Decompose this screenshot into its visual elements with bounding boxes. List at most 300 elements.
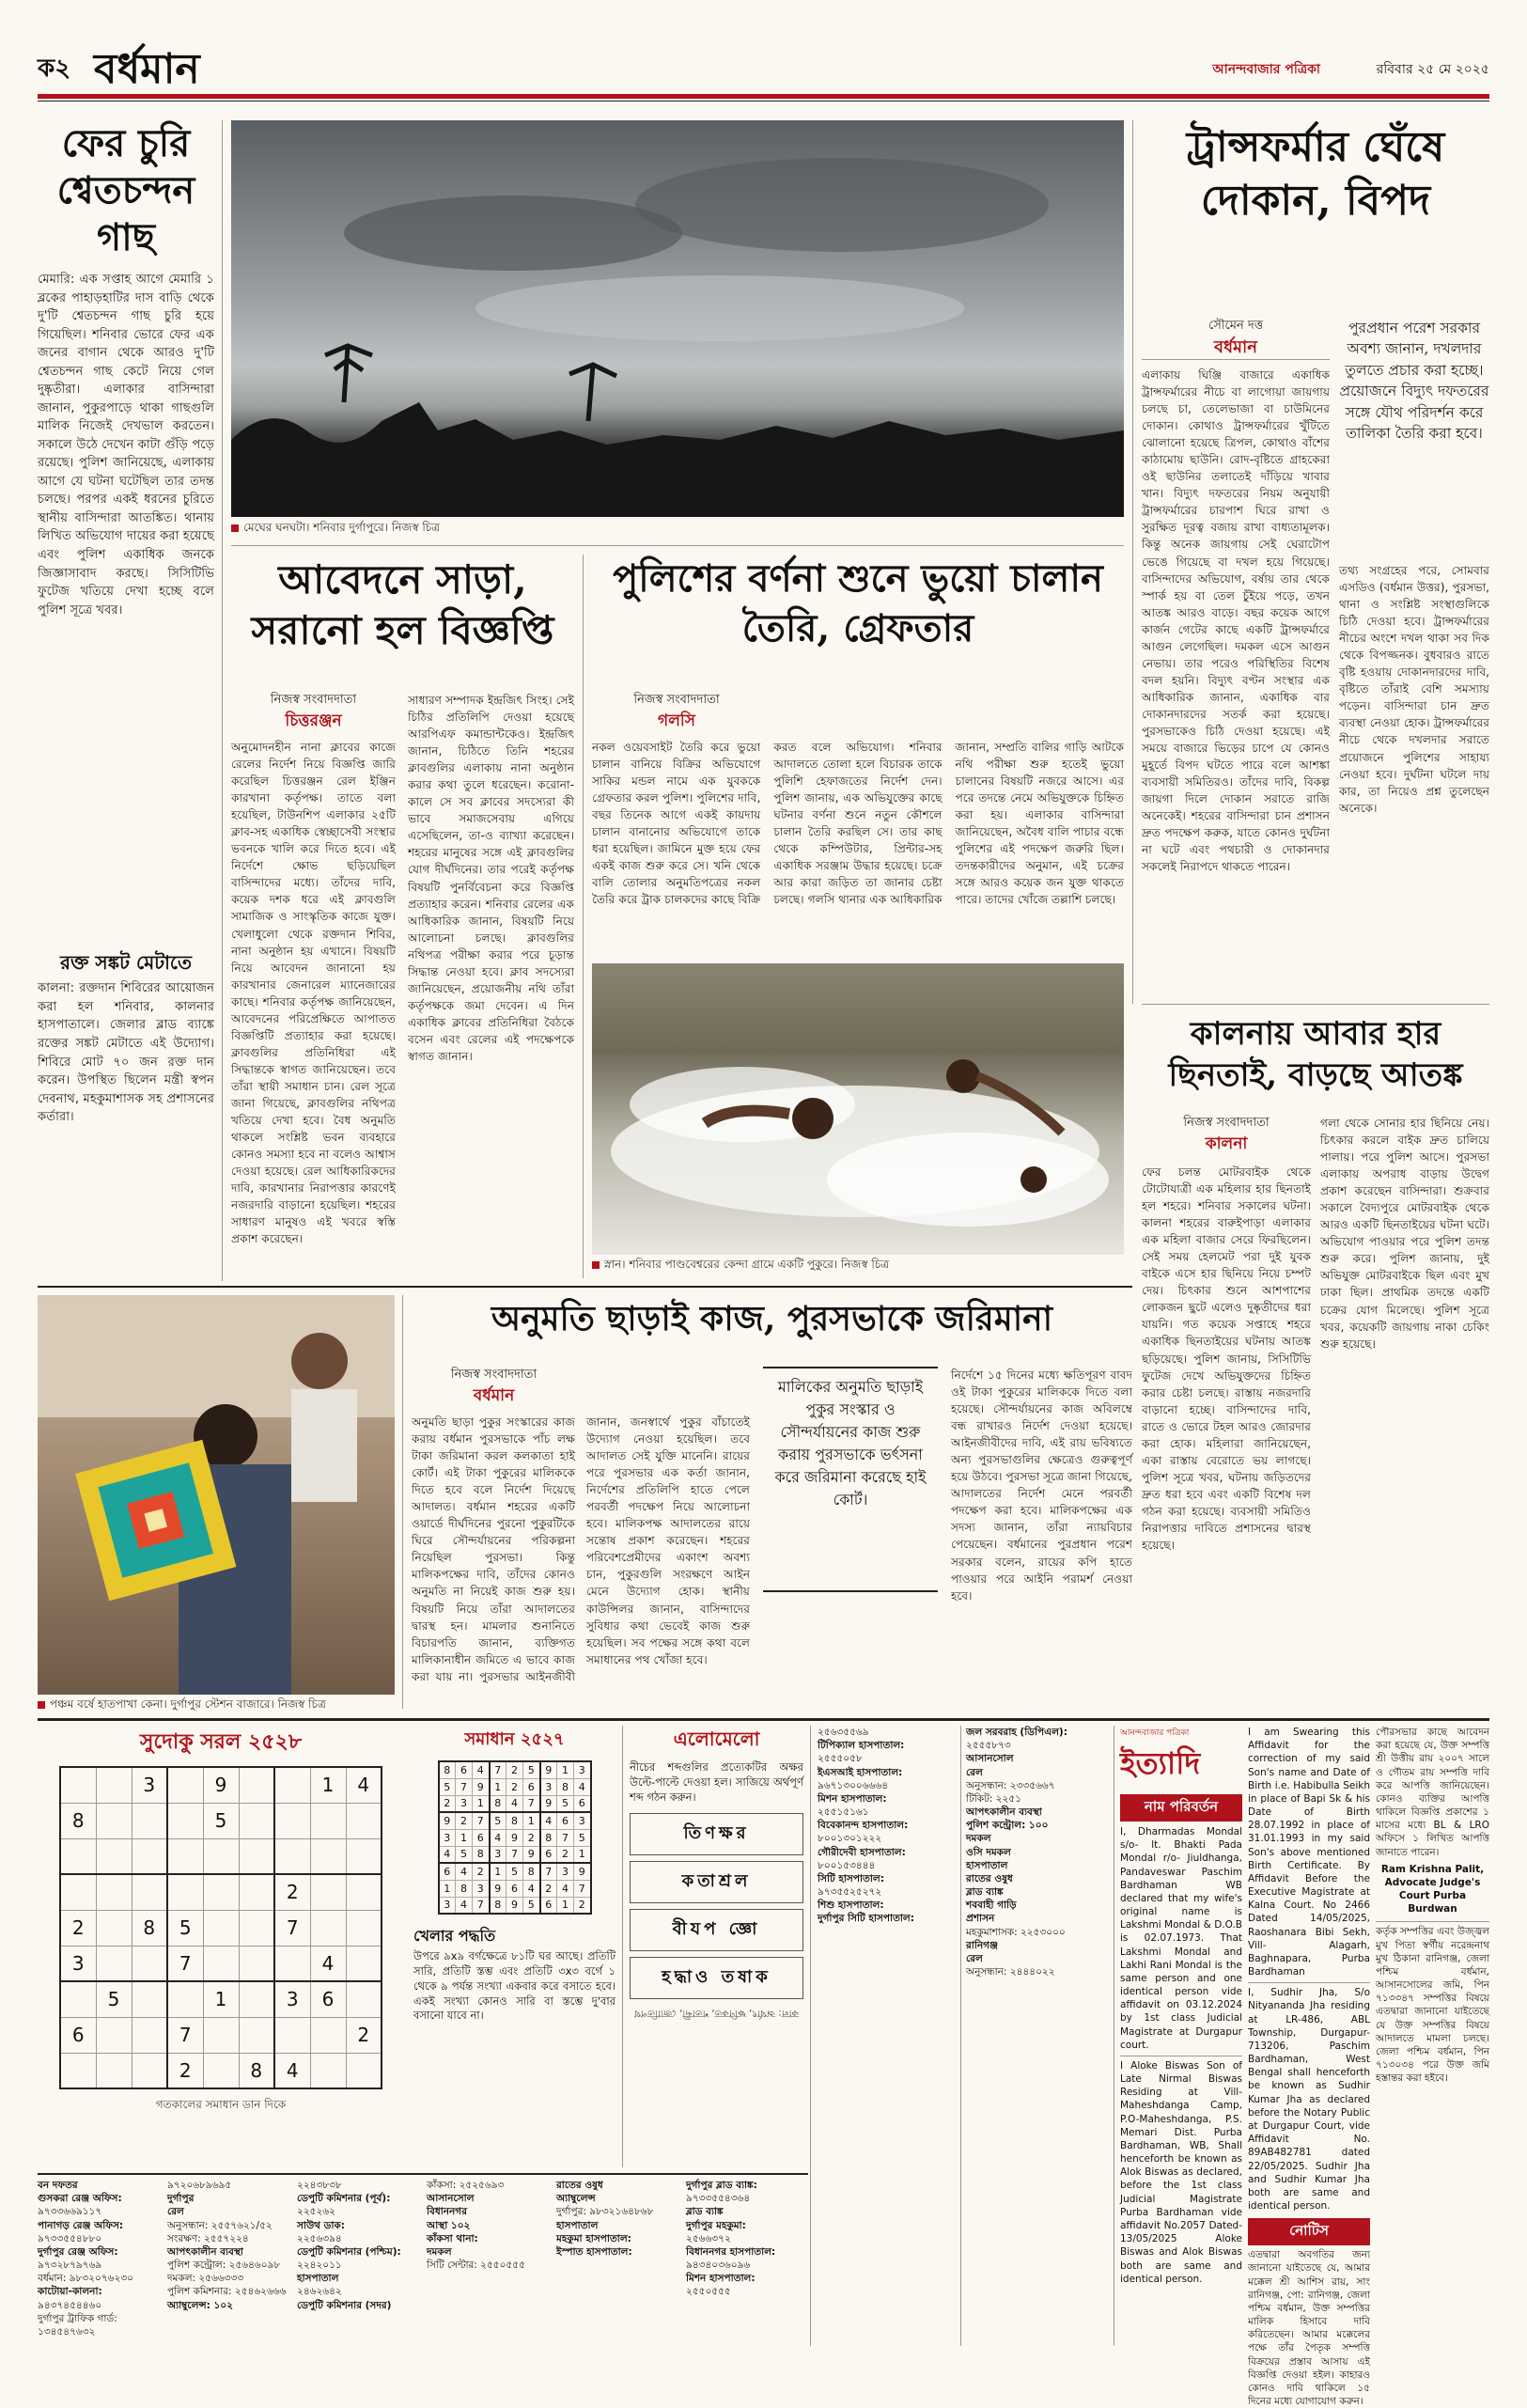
body-police: নকল ওয়েবসাইট তৈরি করে ভুয়ো চালান বানিয়ে বিক্রির অভিযোগে সাকির মন্ডল নামে এক যুবককে গ্রেফতার করল পুলিশ। পুলিশের দাবি, বছর তিনেক আগে একই কায়দায় চালান বানানোর অভিযোগে তাকে ধরা হয়েছিল। জামিনে মুক্ত হয়ে ফের একই কাজ শুরু করে সে। খনি থেকে বালি তোলার অনুমতিপত্রের নকল তৈরি করে ট্রাক চালকদের কাছে বিক্রি করত বলে অভিযোগ। শনিবার আদালতে তোলা হলে বিচারক তাকে পুলিশি হেফাজতের নির্দেশ দেন। পুলিশ জানায়, এক অভিযুক্তের কাছে ঘটনার বর্ণনা শুনে নতুন কৌশলে চালান তৈরি করছিল সে। তার কাছ থেকে কম্পিউটার, প্রিন্টার-সহ একাধিক সরঞ্জাম উদ্ধার হয়েছে। চক্রে আর কারা জড়িত তা জানার চেষ্টা চলছে। গলসি থানার এক আধিকারিক জানান, সম্প্রতি বালির গাড়ি আটকে নথি পরীক্ষা শুরু হতেই ভুয়ো চালানের বিষয়টি নজরে আসে। এর পরে তদন্তে নেমে অভিযুক্তকে চিহ্নিত করা হয়। এলাকার বাসিন্দারা জানিয়েছেন, অবৈধ বালি পাচার বন্ধে পুলিশের এই পদক্ষেপ জরুরি ছিল। তদন্তকারীদের অনুমান, এই চক্রের সঙ্গে আরও কয়েক জন যুক্ত থাকতে পারে। তাদের খোঁজে তল্লাশি চলছে। [592, 741, 1124, 907]
sudoku-cell[interactable] [239, 1767, 274, 1803]
sudoku-cell[interactable] [60, 1767, 96, 1803]
column-divider [960, 1726, 961, 2346]
solution-cell: 6 [574, 1795, 591, 1812]
solution-grid [438, 1760, 592, 1915]
story-pond [412, 1297, 1132, 1711]
solution-cell: 6 [540, 1897, 557, 1914]
notice-bengali: এতদ্বারা অবগতির জন্য জানানো যাইতেছে যে, আমার মক্কেল শ্রী আশিস রায়, সাং রানিগঞ্জ, পো: রানিগঞ্জ, জেলা পশ্চিম বর্ধমান, উক্ত সম্পত্তির মালিক হিসাবে দাবি করিতেছেন। আমার মক্কেলের পক্ষে তাঁর পৈতৃক সম্পত্তি বিক্রয়ের প্রস্তাব আসায় এই বিজ্ঞপ্তি দেওয়া হইল। কাহারও কোনও দাবি থাকিলে ১৫ দিনের মধ্যে যোগাযোগ করুন। [1248, 2249, 1370, 2408]
directory-entry: রাতের ওষুধ [966, 1872, 1013, 1884]
column-divider [1132, 120, 1133, 1004]
section-divider [1142, 1004, 1489, 1005]
directory-entry: অনুসন্ধান: ২৩৩৫৬৬৭ [966, 1779, 1055, 1791]
sudoku-cell[interactable]: 6 [310, 1981, 346, 2017]
sudoku-cell[interactable] [239, 1874, 274, 1910]
rules-title: খেলার পদ্ধতি [413, 1927, 496, 1945]
notice-bengali-2: পৌরসভার কাছে আবেদন করা হয়েছে যে, উক্ত সম্পত্তি শ্রী উত্তীয় রায় ২০০৭ সালে ও গৌতম রায় সম্পত্তি দাবি করে আপত্তি জানিয়েছেন। কোনও ব্যক্তির আপত্তি থাকিলে বিজ্ঞপ্তি প্রকাশের ১ মাসের মধ্যে BL & LRO অফিসে ১ লিখিত আপত্তি জানাতে পারেন। [1376, 1727, 1489, 1858]
solution-cell: 1 [557, 1761, 574, 1778]
solution-cell: 5 [574, 1829, 591, 1846]
directory-entry: দুর্গাপুর মহকুমা: [686, 2219, 746, 2231]
story-application [231, 555, 574, 1278]
directory-entry: ওসি দমকল [966, 1846, 1011, 1858]
classified-paper: আনন্দবাজার পত্রিকা [1120, 1728, 1190, 1738]
photo-market [38, 1295, 395, 1695]
sudoku-cell[interactable]: 5 [167, 1910, 203, 1946]
caption-market-text: পঞ্চম বর্ষে হাতপাখা কেনা। দুর্গাপুর স্টেশন বাজারে। নিজস্ব চিত্র [50, 1697, 326, 1711]
anagram-intro: নীচের শব্দগুলির প্রত্যেকটির অক্ষর উল্টে-পাল্টে দেওয়া হল। সাজিয়ে অর্থপূর্ণ শব্দ গঠন করুন। [630, 1760, 803, 1804]
sudoku-cell[interactable] [167, 1838, 203, 1874]
sudoku-cell[interactable] [239, 1946, 274, 1981]
sudoku-cell[interactable] [274, 2017, 310, 2053]
body-transformer: এলাকায় ঘিঞ্জি বাজারে একাধিক ট্রান্সফর্মারের নীচে বা লাগোয়া জায়গায় চলছে চা, তেলেভাজা বা চাউমিনের দোকান। কোথাও ট্রান্সফর্মারের খুঁটিতে ঝোলানো হয়েছে ত্রিপল, কোথাও বাঁশের কাঠামোয় ছাউনি। রোদ-বৃষ্টিতে গ্রাহকেরা ওই ছাউনির তলাতেই দাঁড়িয়ে খাবার খান। বিদ্যুৎ দফতরের নিয়ম অনুযায়ী ট্রান্সফর্মারের চারপাশ ঘিরে রাখা ও সুরক্ষিত দূরত্ব বজায় রাখা বাধ্যতামূলক। কিন্তু অনেক জায়গায় সেই ঘেরাটোপ ভেঙে গিয়েছে বা দখল হয়ে গিয়েছে। বাসিন্দাদের অভিযোগ, বর্ষায় তার থেকে স্পার্ক হয় বা তেল চুঁইয়ে পড়ে, তখন আতঙ্ক আরও বাড়ে। বছর কয়েক আগে কার্জন গেটের কাছে একটি ট্রান্সফর্মারে আগুন লেগেছিল। দমকল এসে আগুন নেভায়। তার পরেও পরিস্থিতির বিশেষ বদল হয়নি। বিদ্যুৎ বণ্টন সংস্থার এক আধিকারিক জানান, একাধিক বার দোকানদারদের সতর্ক করা হয়েছে। পুরসভাকেও চিঠি দেওয়া হয়েছে। এই সময়ে বাজারে ভিড়ের চাপে যে কোনও মুহূর্তে বিপদ ঘটতে পারে বলে আশঙ্কা ব্যবসায়ী সমিতিরও। তাঁদের দাবি, বিকল্প জায়গা দিলে দোকান সরাতে রাজি অনেকেই। শহরের বাসিন্দারা চান প্রশাসন দ্রুত পদক্ষেপ করুক, যাতে কোনও দুর্ঘটনা না ঘটে এবং পথচারী ও দোকানদার সকলেই নিরাপদে থাকতে পারেন। [1142, 368, 1330, 874]
solution-cell: 7 [557, 1829, 574, 1846]
sudoku-cell[interactable] [132, 1803, 167, 1838]
sudoku-cell[interactable] [274, 1946, 310, 1981]
solution-cell: 2 [439, 1795, 456, 1812]
directory-entry: ব্লাড ব্যাঙ্ক [966, 1886, 1004, 1899]
headline-kalna: কালনায় আবার হার ছিনতাই, বাড়ছে আতঙ্ক [1168, 1015, 1463, 1095]
sudoku-cell[interactable]: 2 [346, 2017, 382, 2053]
sudoku-cell[interactable]: 4 [346, 1767, 382, 1803]
solution-cell: 7 [490, 1761, 506, 1778]
masthead-rule [38, 94, 1489, 99]
headline-transformer: ট্রান্সফর্মার ঘেঁষে দোকান, বিপদ [1186, 123, 1445, 226]
sudoku-cell[interactable]: 3 [132, 1767, 167, 1803]
market-scene [38, 1295, 395, 1695]
directory-entry: বিবেকানন্দ হাসপাতাল: [818, 1820, 909, 1832]
headline-police: পুলিশের বর্ণনা শুনে ভুয়ো চালান তৈরি, গ্রেফতার [613, 556, 1103, 650]
pullquote-pond: মালিকের অনুমতি ছাড়াই পুকুর সংস্কার ও সৌন্দর্যায়নের কাজ শুরু করায় পুরসভাকে ভর্ৎসনা করে জরিমানা করেছে হাই কোর্ট। [763, 1367, 938, 1592]
author-police: নিজস্ব সংবাদদাতা [633, 693, 720, 707]
sudoku-cell[interactable] [203, 1910, 239, 1946]
directory-entry: বিধাননগর [427, 2206, 467, 2218]
sudoku-title: সুদোকু সরল ২৫২৮ [139, 1730, 303, 1754]
directory-entry: রেল [167, 2206, 184, 2218]
sudoku-cell[interactable]: 3 [274, 1981, 310, 2017]
story-police [592, 555, 1124, 959]
column-divider [402, 1295, 403, 1709]
column-divider [222, 120, 223, 1281]
sudoku-cell[interactable] [60, 1838, 96, 1874]
sudoku-cell[interactable] [346, 1803, 382, 1838]
sudoku-cell[interactable]: 7 [274, 1910, 310, 1946]
anagram-word: তিণক্ষর [630, 1813, 803, 1855]
solution-cell: 1 [439, 1880, 456, 1897]
solution-cell: 5 [490, 1812, 506, 1829]
section-divider [231, 545, 1124, 546]
solution-cell: 3 [557, 1863, 574, 1880]
sudoku-cell[interactable]: 7 [167, 2017, 203, 2053]
directory-entry: ব্লাড ব্যাঙ্ক [686, 2206, 724, 2218]
sudoku-cell[interactable] [96, 1803, 132, 1838]
sudoku-cell[interactable] [96, 1910, 132, 1946]
sudoku-cell[interactable]: 3 [60, 1946, 96, 1981]
directory-entry: দুর্গাপুর [167, 2193, 195, 2205]
anagram-word: হদ্ধাও তষাক [630, 1957, 803, 1999]
sudoku-cell[interactable] [132, 1981, 167, 2017]
pullquote-transformer: পুরপ্রধান পরেশ সরকার অবশ্য জানান, দখলদার তুলতে প্রচার করা হচ্ছে। প্রয়োজনে বিদ্যুৎ দফতরের সঙ্গে যৌথ পরিদর্শন করে তালিকা তৈরি করা হবে। [1339, 320, 1489, 443]
sudoku-cell[interactable]: 8 [132, 1910, 167, 1946]
sudoku-cell[interactable] [239, 1803, 274, 1838]
solution-cell: 2 [506, 1761, 523, 1778]
sudoku-cell[interactable] [167, 1803, 203, 1838]
directory-entry: ২৫৫৫৮৭৩ [966, 1740, 1011, 1752]
body-pond-cont: নির্দেশে ১৫ দিনের মধ্যে ক্ষতিপূরণ বাবদ ওই টাকা পুকুরের মালিককে দিতে বলা হয়েছে। সৌন্দর্যায়নের কাজ অবিলম্বে বন্ধ রাখারও নির্দেশ দেওয়া হয়েছে। আইনজীবীদের দাবি, এই রায় ভবিষ্যতে অন্য পুরসভাগুলির ক্ষেত্রেও গুরুত্বপূর্ণ হয়ে উঠবে। পুরসভা সূত্রে জানা গিয়েছে, আদালতের নির্দেশ মেনে পরবর্তী পদক্ষেপ করা হবে। মালিকপক্ষের এক সদস্য জানান, তাঁরা ন্যায়বিচার পেয়েছেন। বর্ধমানের পুরপ্রধান পরেশ সরকার বলেন, রায়ের কপি হাতে পাওয়ার পরে আইনি পরামর্শ নেওয়া হবে। [951, 1368, 1132, 1603]
directory-entry: আস্থা ১০২ [427, 2219, 471, 2231]
sudoku-cell[interactable] [203, 2053, 239, 2088]
directory-entry: রাতের ওষুধ [556, 2180, 603, 2191]
solution-cell: 9 [506, 1829, 523, 1846]
solution-cell: 7 [523, 1795, 540, 1812]
directory-entry: ৯৬৭১৩০০৬৬৬৪ [818, 1779, 889, 1791]
solution-cell: 1 [473, 1795, 490, 1812]
headline-application: আবেদনে সাড়া, সরানো হল বিজ্ঞপ্তি [251, 556, 554, 653]
directory-entry: কাটোয়া-কালনা: [38, 2286, 102, 2298]
headline-pond: অনুমতি ছাড়াই কাজ, পুরসভাকে জরিমানা [491, 1299, 1053, 1338]
photo-sky [231, 120, 1124, 517]
solution-cell: 3 [574, 1761, 591, 1778]
sudoku-cell[interactable] [132, 1838, 167, 1874]
anagram-word: বীযপ জ্ঞো [630, 1909, 803, 1951]
body-kalna: ফের চলন্ত মোটরবাইক থেকে টোটোযাত্রী এক মহিলার হার ছিনতাই হল শহরে। শনিবার সকালের ঘটনা। কালনা শহরের বারুইপাড়া এলাকার এক মহিলা বাজার সেরে ফিরছিলেন। সেই সময় হেলমেট পরা দুই যুবক বাইকে এসে হার ছিনিয়ে নিয়ে চম্পট দেয়। চিৎকার শুনে আশপাশের লোকজন ছুটে এলেও দুষ্কৃতীদের ধরা যায়নি। গত কয়েক সপ্তাহে শহরে একাধিক ছিনতাইয়ের ঘটনায় আতঙ্ক ছড়িয়েছে। পুলিশ জানায়, সিসিটিভি ফুটেজ দেখে অভিযুক্তদের চিহ্নিত করার চেষ্টা চলছে। রাস্তায় নজরদারি বাড়ানো হচ্ছে। বাসিন্দাদের দাবি, রাতে ও ভোরে টহল আরও জোরদার করা হোক। মহিলারা জানিয়েছেন, একা রাস্তায় বেরোতে ভয় লাগছে। পুলিশ সূত্রে খবর, ঘটনায় জড়িতদের দ্রুত ধরা হবে এবং একটি বিশেষ দল গঠন করা হয়েছে। ব্যবসায়ী সমিতিও নিরাপত্তার দাবিতে প্রশাসনের দ্বারস্থ হয়েছে। [1142, 1165, 1311, 1553]
solution-cell: 1 [456, 1829, 473, 1846]
sudoku-cell[interactable] [310, 1910, 346, 1946]
sudoku-cell[interactable] [310, 1874, 346, 1910]
sudoku-cell[interactable]: 2 [60, 1910, 96, 1946]
caption-sky-text: মেঘের ঘনঘটা। শনিবার দুর্গাপুরে। নিজস্ব চিত্র [243, 521, 441, 534]
masthead [38, 34, 1489, 94]
solution-cell: 6 [557, 1812, 574, 1829]
caption-market [38, 1697, 395, 1714]
sudoku-cell[interactable]: 6 [60, 2017, 96, 2053]
sudoku-cell[interactable]: 8 [60, 1803, 96, 1838]
solution-cell: 4 [473, 1761, 490, 1778]
headline-sandalwood: ফের চুরি শ্বেতচন্দন গাছ [56, 121, 195, 259]
sudoku-cell[interactable]: 1 [203, 1981, 239, 2017]
directory-column [297, 2179, 419, 2338]
directory-column [167, 2179, 289, 2338]
solution-cell: 1 [523, 1812, 540, 1829]
solution-cell: 5 [523, 1897, 540, 1914]
directory-entry: কাঁকসা: ২৫২৫৬৯৩ [427, 2180, 505, 2191]
sudoku-cell[interactable] [60, 1981, 96, 2017]
directory-entry: সিটি হাসপাতাল: [818, 1872, 884, 1884]
solution-cell: 1 [490, 1778, 506, 1795]
caption-sky [231, 521, 1124, 538]
directory-entry: ডেপুটি কমিশনার (সদর) [297, 2299, 392, 2311]
directory-entry: দুর্গাপুর: ৯৮৩২১৬৪৮৬৮ [556, 2206, 654, 2218]
sudoku-cell[interactable] [274, 1767, 310, 1803]
classified-section-title: নাম পরিবর্তন [1120, 1794, 1242, 1822]
directory-entry: শিশু হাসপাতাল: [818, 1900, 884, 1912]
anagram-answers: কাল: অর্থাৎ, ক্ষণিকত, শতাব্দী, জ্যোতিপথ [634, 2007, 799, 2019]
directory-entry: অ্যাম্বুলেন্স [556, 2193, 596, 2205]
anagram-section [630, 1726, 803, 2167]
directory-entry: ইস্পাত হাসপাতাল: [556, 2245, 632, 2258]
solution-cell: 2 [523, 1829, 540, 1846]
solution-cell: 8 [490, 1897, 506, 1914]
photo-swim [592, 963, 1124, 1255]
directory-entry: আসানসোল [427, 2193, 475, 2205]
sudoku-cell[interactable] [132, 1874, 167, 1910]
sudoku-cell[interactable]: 8 [239, 2053, 274, 2088]
directory-entry: ৯৪৩৭৪৫৪৪৬০ [38, 2299, 102, 2311]
solution-cell: 4 [540, 1812, 557, 1829]
solution-cell: 3 [574, 1812, 591, 1829]
directory-entry: বন দফতর [38, 2180, 78, 2191]
directory-entry: অনুসন্ধান: ২৫৫৭৬২১/৫২ [167, 2219, 273, 2231]
sudoku-cell[interactable] [346, 1838, 382, 1874]
solution-cell: 9 [523, 1846, 540, 1863]
sudoku-cell[interactable] [310, 2017, 346, 2053]
body-application: অনুমোদনহীন নানা ক্লাবের কাজে রেলের নির্দেশ নিয়ে বিজ্ঞপ্তি জারি করেছিল চিত্তরঞ্জন রেল ইঞ্জিন কারখানা কর্তৃপক্ষ। তাতে বলা হয়েছিল, টাউনশিপ এলাকার ২৫টি ক্লাব-সহ একাধিক স্বেচ্ছাসেবী সংস্থার ভবনকে খালি করে দিতে হবে। এই নির্দেশে ক্ষোভ ছড়িয়েছিল বাসিন্দাদের মধ্যে। তাঁদের দাবি, কয়েক দশক ধরে এই ক্লাবগুলি সামাজিক ও সাংস্কৃতিক কাজে যুক্ত। খেলাধুলো থেকে রক্তদান শিবির, নানা অনুষ্ঠান হয় এখানে। বিষয়টি নিয়ে আবেদন জানানো হয় কারখানার জেনারেল ম্যানেজারের কাছে। শনিবার কর্তৃপক্ষ জানিয়েছেন, আবেদনের পরিপ্রেক্ষিতে আপাতত বিজ্ঞপ্তিটি প্রত্যাহার করা হয়েছে। ক্লাবগুলির প্রতিনিধিরা এই সিদ্ধান্তকে স্বাগত জানিয়েছেন। তবে তাঁরা স্থায়ী সমাধান চান। রেল সূত্রে জানা গিয়েছে, ক্লাবগুলির নথিপত্র খতিয়ে দেখা হবে। বৈধ অনুমতি থাকলে সংশ্লিষ্ট ভবন ব্যবহারে কোনও সমস্যা হবে না বলেও আশ্বাস দেওয়া হয়েছে। রেল আধিকারিকদের দাবি, কারখানার নিরাপত্তার কারণেই নজরদারি বাড়ানো হয়েছিল। শহরের সাধারণ মানুষও এই খবরে স্বস্তি প্রকাশ করেছেন। [231, 741, 396, 1246]
directory-entry: টিকিট: ২২৫১ [966, 1792, 1021, 1805]
directory-entry: অনুসন্ধান: ২৪৪৪০২২ [966, 1966, 1055, 1978]
directory-entry: পুলিশ কন্ট্রোল: ২৫৬৪৬০৯৮ [167, 2259, 281, 2272]
body-kalna-cont: গলা থেকে সোনার হার ছিনিয়ে নেয়। চিৎকার করলে বাইক দ্রুত চালিয়ে পালায়। পরে পুলিশ আসে। পুরসভা এলাকায় অপরাধ বাড়ায় উদ্বেগ প্রকাশ করেছেন বাসিন্দারা। শুক্রবার সকালে বৈদ্যপুরে মোটরবাইক থেকে আরও একটি ছিনতাইয়ের ঘটনা ঘটে। অভিযোগ পাওয়ার পরে পুলিশ তদন্ত শুরু করে। পুলিশ জানায়, দুই অভিযুক্ত মোটরবাইকে ছিল এবং মুখ ঢাকা ছিল। প্রাথমিক তদন্তে একটি চক্রের যোগ মিলেছে। পুলিশ সূত্রে খবর, কয়েকটি জায়গায় নাকা চেকিং শুরু হয়েছে। [1320, 1117, 1489, 1351]
solution-cell: 5 [456, 1846, 473, 1863]
place-kalna: কালনা [1205, 1134, 1248, 1153]
sudoku-cell[interactable]: 4 [310, 1946, 346, 1981]
directory-entry: জল সরবরাহ (ডিপিএল): [966, 1727, 1067, 1738]
sudoku-cell[interactable] [132, 1946, 167, 1981]
author-pond: নিজস্ব সংবাদদাতা [450, 1368, 538, 1382]
solution-cell: 8 [490, 1795, 506, 1812]
directory-entry: দুর্গাপুর সিটি হাসপাতাল: [818, 1913, 914, 1925]
sudoku-cell[interactable] [96, 2053, 132, 2088]
author-kalna: নিজস্ব সংবাদদাতা [1183, 1116, 1270, 1130]
solution-cell: 1 [490, 1863, 506, 1880]
sudoku-cell[interactable]: 1 [310, 1767, 346, 1803]
sudoku-cell[interactable] [274, 1803, 310, 1838]
puzzle-divider [38, 1718, 1489, 1721]
directory-entry: ২৫৬৬৩৭২ [686, 2232, 731, 2244]
solution-cell: 2 [506, 1778, 523, 1795]
directory-entry: দমকল [966, 1833, 991, 1845]
directory-entry: ২৫৬৩৫৫৬৯ [818, 1727, 869, 1738]
directory-entry: মিশন হাসপাতাল: [818, 1792, 887, 1805]
sudoku-cell[interactable] [96, 2017, 132, 2053]
sudoku-cell[interactable] [167, 1981, 203, 2017]
directory-entry: ২৫৫১৫১৬১ [818, 1806, 869, 1819]
story-blood [38, 951, 214, 1149]
solution-cell: 4 [456, 1863, 473, 1880]
sudoku-cell[interactable] [274, 1838, 310, 1874]
sudoku-cell[interactable] [346, 2053, 382, 2088]
sudoku-cell[interactable] [239, 1838, 274, 1874]
solution-cell: 6 [523, 1778, 540, 1795]
sudoku-cell[interactable] [310, 1838, 346, 1874]
sudoku-cell[interactable] [239, 1910, 274, 1946]
directory-entry: আসানসোল [966, 1753, 1014, 1765]
sudoku-cell[interactable] [203, 1874, 239, 1910]
solution-cell: 8 [456, 1880, 473, 1897]
sudoku-cell[interactable]: 4 [274, 2053, 310, 2088]
solution-cell: 7 [506, 1846, 523, 1863]
solution-cell: 9 [506, 1897, 523, 1914]
place-application: চিত্তরঞ্জন [285, 711, 342, 730]
sudoku-cell[interactable] [167, 1874, 203, 1910]
sudoku-grid[interactable] [59, 1766, 382, 2089]
sudoku-cell[interactable] [310, 1803, 346, 1838]
directory-column [556, 2179, 678, 2338]
directory-entry: ২২৫২৬২ [297, 2206, 335, 2218]
sudoku-cell[interactable]: 5 [203, 1803, 239, 1838]
directory-entry: ২২৫৬৩৯৪ [297, 2232, 342, 2244]
sudoku-cell[interactable] [132, 2017, 167, 2053]
sudoku-section [38, 1726, 404, 2167]
sudoku-cell[interactable] [346, 1981, 382, 2017]
directory-entry: হাসপাতাল [297, 2273, 339, 2285]
sudoku-cell[interactable] [346, 1874, 382, 1910]
directory-column [427, 2179, 549, 2338]
directory-entry: ৯৭৩৩৫৫৪৩৬৪ [686, 2193, 751, 2205]
directory-entry: ৮০০১৩০১২২২ [818, 1833, 882, 1845]
directory-entry: বর্ধমান: ৯৮৩২০৭৬২৩০ [38, 2273, 133, 2285]
directory-entry: ৯৭৩৩৬৬৯১১৭ [38, 2206, 102, 2218]
sudoku-cell[interactable]: 7 [167, 1946, 203, 1981]
solution-cell: 1 [574, 1846, 591, 1863]
directory-entry: মহকুমাশাসক: ২২৫৩০০০ [966, 1926, 1066, 1938]
sudoku-cell[interactable] [96, 1946, 132, 1981]
directory-entry: কাঁকসা থানা: [427, 2232, 478, 2244]
directory-entry: ৯৪৩৪০৩৬০৯৬ [686, 2259, 751, 2272]
solution-cell: 7 [473, 1812, 490, 1829]
notice-1: I, Dharmadas Mondal s/o- lt. Bhakti Pada Mondal r/o- Jiuldhanga, Pandaveswar Paschim Bardhaman WB declared that my wife's original name is Lakshmi Mondal & D.O.B is 02.07.1973. That Lakshmi Mondal and Lakhi Rani Mondal is the same person and one identical person vide affidavit on 03.12.2024 by 1st class Judicial Magistrate at Durgapur court. [1120, 1826, 1242, 2051]
solution-cell: 6 [506, 1880, 523, 1897]
solution-cell: 6 [439, 1863, 456, 1880]
directory-column [38, 2179, 160, 2338]
sudoku-cell[interactable] [60, 2053, 96, 2088]
solution-cell: 2 [574, 1897, 591, 1914]
directory-entry: ডেপুটি কমিশনার (পূর্ব): [297, 2193, 391, 2205]
classified-section [1120, 1726, 1489, 2408]
advocate: Ram Krishna Palit, Advocate Judge's Court Purba Burdwan [1380, 1863, 1485, 1915]
directory-section [38, 2173, 808, 2352]
directory-column [818, 1726, 958, 1926]
solution-cell: 4 [439, 1846, 456, 1863]
notice-bengali-3: কর্তৃক সম্পত্তির এবং উজ্জ্বল মুখ পিতা স্বর্গীয় নরেন্দ্রনাথ মুখ ঠিকানা রানিগঞ্জ, জেলা পশ্চিম বর্ধমান, আসানসোলের জমি, পিন ৭১৩৩৪৭ সম্পত্তির বিষয়ে এতদ্বারা জানানো যাইতেছে যে উক্ত সম্পত্তির বিষয়ে আদালতে মামলা চলছে। জেলা পশ্চিম বর্ধমান, পিন ৭১৩০৩৪ পরে উক্ত জমি হস্তান্তর করা হইবে। [1376, 1921, 1489, 2085]
sudoku-cell[interactable] [203, 2017, 239, 2053]
sudoku-cell[interactable] [346, 1946, 382, 1981]
directory-entry: দুর্গাপুর রেঞ্জ অফিস: [38, 2245, 118, 2258]
directory-entry: ৯৭৩৫৫২৫২৭২ [818, 1886, 882, 1899]
headline-blood: রক্ত সঙ্কট মেটাতে [60, 951, 192, 974]
solution-cell: 9 [490, 1880, 506, 1897]
solution-cell: 4 [523, 1880, 540, 1897]
section-divider [38, 1286, 1132, 1288]
sudoku-cell[interactable]: 2 [274, 1874, 310, 1910]
body-transformer-cont: তথ্য সংগ্রহের পরে, সোমবার এসডিও (বর্ধমান উত্তর), পুরসভা, থানা ও সংশ্লিষ্ট সংস্থাগুলিকে চিঠি দেওয়া হবে। ট্রান্সফর্মারের নীচের অংশে দখল থাকা সব দিক থেকে বিপজ্জনক। বুধবারও রাতে বৃষ্টি হওয়ায় দোকানদারদের দাবি, বৃষ্টিতে তাঁরাই বেশি সমস্যায় পড়েন। বাসিন্দারা চান দ্রুত ব্যবস্থা নেওয়া হোক। ট্রান্সফর্মারের নীচে থেকে দখলদার সরাতে প্রয়োজনে পুলিশের সাহায্য নেওয়া হবে। দুর্ঘটনা ঘটলে দায় কার, তা নিয়েও প্রশ্ন তুলেছেন অনেকে। [1339, 564, 1489, 815]
solution-cell: 9 [473, 1778, 490, 1795]
solution-cell: 7 [540, 1863, 557, 1880]
directory-entry: ৯৭৩২৮৭৯৭৬৯ [38, 2259, 102, 2272]
directory-entry: ২৫৫০৫৫৫ [686, 2286, 731, 2298]
directory-entry: রেল [966, 1766, 983, 1778]
directory-entry: সংরক্ষণ: ২৫৫৭২২৪ [167, 2232, 249, 2244]
solution-cell: 3 [490, 1846, 506, 1863]
sudoku-cell[interactable]: 5 [96, 1981, 132, 2017]
solution-cell: 7 [574, 1880, 591, 1897]
solution-cell: 8 [523, 1863, 540, 1880]
directory-column [966, 1726, 1107, 1978]
sudoku-cell[interactable] [167, 1767, 203, 1803]
solution-cell: 8 [439, 1761, 456, 1778]
solution-cell: 6 [473, 1829, 490, 1846]
solution-cell: 9 [574, 1863, 591, 1880]
solution-cell: 8 [473, 1846, 490, 1863]
sudoku-cell[interactable] [239, 2017, 274, 2053]
directory-entry: ডেপুটি কমিশনার (পশ্চিম): [297, 2245, 401, 2258]
author-application: নিজস্ব সংবাদদাতা [270, 693, 357, 707]
sky-silhouette [231, 120, 1124, 517]
directory-entry: দমকল: ২৫৬৬৩৩৩ [167, 2273, 244, 2285]
sudoku-cell[interactable] [60, 1874, 96, 1910]
sudoku-cell[interactable] [203, 1946, 239, 1981]
body-blood: কালনা: রক্তদান শিবিরের আয়োজন করা হল শনিবার, কালনার হাসপাতালে। জেলার ব্লাড ব্যাঙ্কে রক্তের সঙ্কট মেটাতে এই উদ্যোগ। শিবিরে মোট ৭০ জন রক্ত দান করেন। উপস্থিত ছিলেন মন্ত্রী স্বপন দেবনাথ, মহকুমাশাসক সহ প্রশাসনের কর্তারা। [38, 981, 214, 1125]
directory-entry: পানাগড় রেঞ্জ অফিস: [38, 2219, 124, 2231]
solution-cell: 7 [473, 1897, 490, 1914]
directory-entry: ২২৪২০১১ [297, 2259, 342, 2272]
sudoku-cell[interactable] [239, 1981, 274, 2017]
directory-entry: রানিগঞ্জ [966, 1939, 998, 1951]
solution-cell: 2 [557, 1846, 574, 1863]
caption-swim-text: স্নান। শনিবার পাণ্ডবেশ্বরের কেন্দা গ্রামে একটি পুকুরে। নিজস্ব চিত্র [604, 1258, 890, 1271]
directory-entry: ২৫৫৫০৫৮ [818, 1753, 863, 1765]
solution-cell: 2 [456, 1812, 473, 1829]
solution-cell: 5 [523, 1761, 540, 1778]
sudoku-cell[interactable]: 2 [167, 2053, 203, 2088]
directory-entry: সিটি সেন্টার: ২৫৫০৫৫৫ [427, 2259, 525, 2272]
body-application-cont: সাধারণ সম্পাদক ইন্দ্রজিৎ সিংহ। সেই চিঠির প্রতিলিপি দেওয়া হয়েছে আরপিএফ কমান্ডান্টকেও। ইন্দ্রজিৎ জানান, চিঠিতে তিনি শহরের ক্লাবগুলির এলাকায় নানা অনুষ্ঠান করার কথা তুলে ধরেছেন। করোনা-কালে সে সব ক্লাবের সদস্যেরা কী ভাবে সমাজসেবায় এগিয়ে এসেছিলেন, তা-ও ব্যাখ্যা করেছেন। শহরের মানুষের সঙ্গে এই ক্লাবগুলির যোগ দীর্ঘদিনের। তার পরেই কর্তৃপক্ষ বিষয়টি পুনর্বিবেচনা করে বিজ্ঞপ্তি প্রত্যাহার করেন। শনিবার রেলের এক আধিকারিক জানান, বিষয়টি নিয়ে আলোচনা চলছে। ক্লাবগুলির নথিপত্র পরীক্ষা করার পরে চূড়ান্ত সিদ্ধান্ত নেওয়া হবে। ক্লাব সদস্যেরা জানিয়েছেন, প্রয়োজনীয় নথি তাঁরা কর্তৃপক্ষকে জমা দেবেন। এ দিন একাধিক ক্লাবের প্রতিনিধিরা বৈঠকে বসেন এবং রেলের এই পদক্ষেপকে স্বাগত জানান। [408, 694, 574, 1063]
solution-cell: 5 [557, 1795, 574, 1812]
sudoku-cell[interactable]: 9 [203, 1767, 239, 1803]
solution-cell: 8 [540, 1829, 557, 1846]
column-divider [810, 1726, 811, 2346]
sudoku-cell[interactable] [96, 1767, 132, 1803]
directory-entry: রেল [966, 1952, 983, 1964]
solution-cell: 1 [557, 1897, 574, 1914]
page-number: ক২ [38, 55, 71, 83]
sudoku-cell[interactable] [310, 2053, 346, 2088]
directory-entry: ৮০০১৫৩৪৪৪ [818, 1859, 876, 1871]
directory-entry: মিশন হাসপাতাল: [686, 2273, 756, 2285]
body-pond: অনুমতি ছাড়া পুকুর সংস্কারের কাজ করায় বর্ধমান পুরসভাকে পাঁচ লক্ষ টাকা জরিমানা করল কলকাতা হাই কোর্ট। এই টাকা পুকুরের মালিককে দিতে হবে বলে নির্দেশ দিয়েছে আদালত। বর্ধমান শহরের একটি ওয়ার্ডে দীর্ঘদিনের পুরনো পুকুরটিকে ঘিরে সৌন্দর্যায়নের পরিকল্পনা নিয়েছিল পুরসভা। কিন্তু মালিকপক্ষের দাবি, তাঁদের কোনও অনুমতি না নিয়েই কাজ শুরু হয়। বিষয়টি নিয়ে তাঁরা আদালতের দ্বারস্থ হন। মামলার শুনানিতে বিচারপতি জানান, ব্যক্তিগত মালিকানাধীন জমিতে এ ভাবে কাজ করা যায় না। পুরসভার আইনজীবী জানান, জনস্বার্থে পুকুর বাঁচাতেই উদ্যোগ নেওয়া হয়েছিল। তবে আদালত সেই যুক্তি মানেনি। রায়ের পরে পুরসভার এক কর্তা জানান, নির্দেশের প্রতিলিপি হাতে পেলে পরবর্তী পদক্ষেপ নিয়ে আলোচনা হবে। মালিকপক্ষ আদালতের রায়ে সন্তোষ প্রকাশ করেছেন। শহরের পরিবেশপ্রেমীদের একাংশ অবশ্য চান, পুকুরগুলি সংরক্ষণে আইন মেনে উদ্যোগ হোক। স্থানীয় কাউন্সিলর জানান, বাসিন্দাদের সুবিধার কথা ভেবেই কাজ শুরু হয়েছিল। সব পক্ষের সঙ্গে কথা বলে সমাধানের পথ খোঁজা হবে। [412, 1415, 750, 1683]
directory-entry: শববাহী গাড়ি [966, 1900, 1017, 1912]
anagram-title: এলোমেলো [673, 1728, 760, 1750]
solution-cell: 3 [540, 1778, 557, 1795]
notice-3: I am Swearing this Affidavit for the correction of my said Son's name and Date of Birth i.e. Habibulla Seikh in place of Bapi Sk & his Date of Birth 28.07.1992 in place of 31.01.1993 in my said Son's above mentioned Birth Certificate. By Affidavit Before the Executive Magistrate at Kalna Court. No 2466 Dated 14/05/2025, Raoshanara Bibi Sekh, Vill- Alagarh, Baghnapara, Purba Bardhaman [1248, 1727, 1370, 1978]
sudoku-cell[interactable] [346, 1910, 382, 1946]
solution-cell: 6 [456, 1761, 473, 1778]
sudoku-cell[interactable] [203, 1838, 239, 1874]
directory-entry: বিধাননগর হাসপাতাল: [686, 2245, 776, 2258]
solution-cell: 5 [506, 1863, 523, 1880]
solution-cell: 4 [574, 1778, 591, 1795]
directory-entry: ২২৪৩৮৩৮ [297, 2180, 342, 2191]
sudoku-cell[interactable] [96, 1838, 132, 1874]
sudoku-cell[interactable] [132, 2053, 167, 2088]
directory-right [818, 1726, 958, 2346]
solution-cell: 4 [506, 1795, 523, 1812]
caption-swim [592, 1258, 1124, 1274]
notice-2: I Aloke Biswas Son of Late Nirmal Biswas Residing at Vill- Maheshdanga Camp, P.O-Maheshdanga, P.S. Memari Dist. Purba Bardhaman, WB, Shall henceforth be known as Alok Biswas as declared, before the 1st class Judicial Magistrate Purba Bardhaman vide affidavit No.2057 Dated-13/05/2025 Aloke Biswas and Alok Biswas both are same and identical person. [1120, 2056, 1242, 2286]
sudoku-cell[interactable] [96, 1874, 132, 1910]
section-title: বর্ধমান [94, 45, 200, 93]
anagram-words [630, 1813, 803, 1999]
solution-cell: 3 [456, 1795, 473, 1812]
directory-entry: প্রশাসন [966, 1913, 995, 1925]
solution-cell: 2 [540, 1880, 557, 1897]
